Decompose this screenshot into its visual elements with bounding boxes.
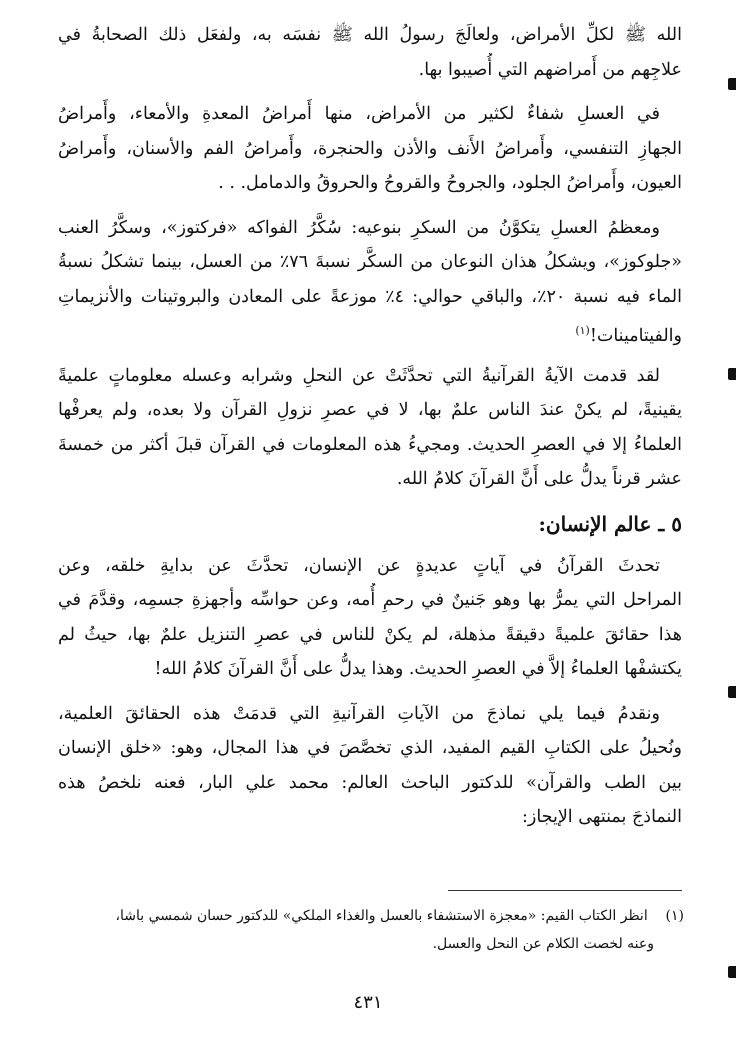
- margin-mark: [728, 966, 736, 978]
- page-body: [58, 18, 682, 845]
- paragraph: [58, 97, 682, 201]
- text-line: «جلوكوز»، ويشكلُ هذان النوعان من السكَّر نسبةَ ٧٦٪ من العسل، بينما تشكلُ نسبةُ: [58, 252, 682, 272]
- text-line: الجهازِ التنفسي، وأَمراضُ الأَنف والأذن والحنجرة، وأَمراضُ الفم والأسنان، وأَمراضُ: [58, 138, 682, 159]
- text-line-content: والفيتامينات!: [589, 325, 682, 346]
- text-line: النماذجَ بمنتهى الإيجاز:: [521, 807, 682, 827]
- text-line: بين الطب والقرآن» للدكتور الباحث العالم: محمد علي البار، فعنه نلخصُ هذه: [58, 772, 682, 793]
- footnote-item: [58, 902, 684, 930]
- text-line: الماء فيه نسبة ٢٠٪، والباقي حوالي: ٤٪ موزعةً على المعادن والبروتينات والأنزيماتِ: [58, 286, 682, 307]
- text-line: العلماءُ إلا في العصرِ الحديث. ومجيءُ هذه المعلومات في القرآن قبلَ أكثر من خمسةَ: [58, 434, 682, 455]
- text-line: علاجِهم من أَمراضهم التي أُصيبوا بها.: [418, 59, 682, 80]
- footnote-reference[interactable]: (١): [575, 324, 590, 337]
- text-line: ونقدمُ فيما يلي نماذجَ من الآياتِ القرآنيةِ التي قدمَتْ هذه الحقائقَ العلمية،: [58, 703, 660, 724]
- footnote-divider: [448, 890, 682, 891]
- text-line: يكتشفْها العلماءُ إلاَّ في العصرِ الحديث. وهذا يدلُّ على أَنَّ القرآنَ كلامُ الله!: [154, 659, 682, 679]
- paragraph: [58, 549, 682, 687]
- margin-mark: [728, 78, 736, 90]
- text-line: المراحل التي يمرُّ بها وهو جَنينٌ في رحمِ أُمه، وعن حواسِّه وأجهزةِ جسمِه، وقدَّمَ في: [58, 590, 682, 610]
- text-line: يقينيةً، لم يكنْ عندَ الناس علمٌ بها، لا في عصرِ نزولِ القرآن ولا بعده، ولم يعرفْها: [58, 400, 682, 420]
- footnote-marker: (١): [665, 908, 684, 924]
- text-line: هذا حقائقَ علميةً دقيقةً مذهلة، لم يكنْ للناس في عصرِ التنزيل علمٌ بها، حيثُ لم: [58, 624, 682, 645]
- text-line: لقد قدمت الآيةُ القرآنيةُ التي تحدَّثَتْ عن النحلِ وشرابه وعسله معلوماتٍ علميةً: [58, 365, 660, 386]
- margin-mark: [728, 686, 736, 698]
- footnotes: [58, 902, 684, 958]
- text-line-with-footnote: [58, 314, 682, 349]
- text-line: ومعظمُ العسلِ يتكوَّنُ من السكرِ بنوعيه: سُكَّرُ الفواكه «فركتوز»، وسكَّرُ العنب: [58, 217, 660, 238]
- paragraph: [58, 359, 682, 497]
- section-heading: ٥ ـ عالم الإنسان:: [538, 511, 682, 536]
- paragraph: [58, 211, 682, 349]
- footnote-text: انظر الكتاب القيم: «معجزة الاستشفاء بالعسل والغذاء الملكي» للدكتور حسان شمسي باشا،: [115, 908, 648, 924]
- margin-mark: [728, 368, 736, 380]
- text-line: الله ﷺ لكلِّ الأمراض، ولعالَجَ رسولُ الله ﷺ نفسَه به، ولفعَل ذلك الصحابةُ في: [58, 25, 682, 45]
- page-number: ٤٣١: [353, 992, 383, 1013]
- text-line: في العسلِ شفاءٌ لكثير من الأمراض، منها أَمراضُ المعدةِ والأمعاء، وأَمراضُ: [58, 104, 660, 124]
- paragraph: [58, 697, 682, 835]
- text-line: العيون، وأَمراضُ الجلود، والجروحُ والقروحُ والحروقُ والدمامل. . .: [218, 173, 682, 193]
- text-line: تحدثَ القرآنُ في آياتٍ عديدةٍ عن الإنسان، تحدَّثَ عن بدايةِ خلقه، وعن: [58, 555, 660, 576]
- text-line: عشر قرناً يدلُّ على أَنَّ القرآنَ كلامُ الله.: [396, 469, 682, 489]
- text-line: ونُحيلُ على الكتابِ القيم المفيد، الذي تخصَّصَ في هذا المجال، وهو: «خلق الإنسان: [58, 738, 682, 758]
- paragraph: [58, 18, 682, 87]
- footnote-continuation: وعنه لخصت الكلام عن النحل والعسل.: [432, 936, 654, 952]
